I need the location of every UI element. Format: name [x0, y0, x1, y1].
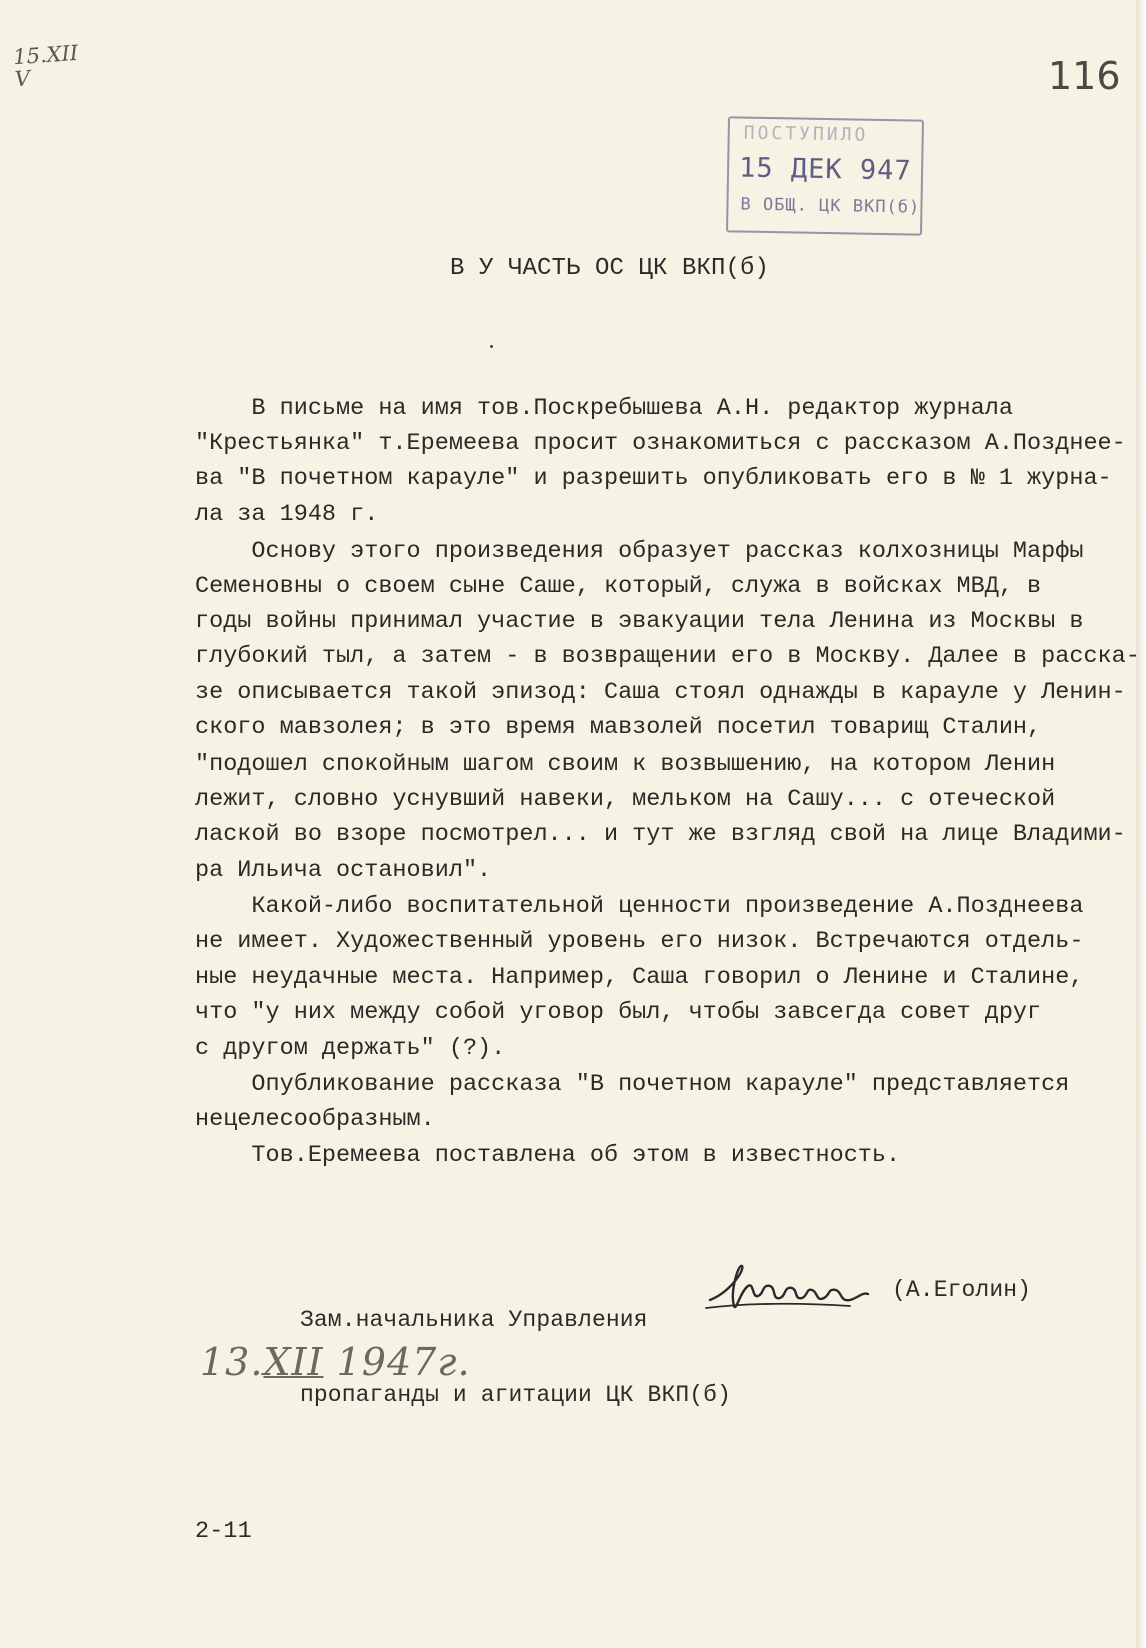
body-line: ные неудачные места. Например, Саша говорил о Ленине и Сталине, [195, 964, 1084, 991]
corner-note-line-2: V [14, 66, 31, 92]
body-line: Опубликование рассказа "В почетном карауле" представляется [195, 1071, 1070, 1098]
body-line: лежит, словно уснувший навеки, мельком на Сашу... с отеческой [195, 786, 1056, 813]
body-line: ского мавзолея; в это время мавзолей посетил товарищ Сталин, [195, 714, 1042, 741]
body-line: не имеет. Художественный уровень его низок. Встречаются отдель- [195, 928, 1084, 955]
body-line: В письме на имя тов.Поскребышева А.Н. редактор журнала [195, 395, 1013, 422]
corner-note-line-1: 15.XII [12, 40, 79, 70]
signatory-title-line-2: пропаганды и агитации ЦК ВКП(б) [300, 1382, 731, 1408]
body-line: Какой-либо воспитательной ценности произведение А.Позднеева [195, 893, 1084, 920]
body-line: ра Ильича остановил". [195, 857, 492, 884]
body-line: что "у них между собой уговор был, чтобы завсегда совет друг [195, 999, 1042, 1026]
document-number: 2-11 [195, 1518, 252, 1545]
stamp-line-1: ПОСТУПИЛО [743, 122, 869, 146]
date-month: XII [263, 1340, 324, 1384]
body-line: годы войны принимал участие в эвакуации тела Ленина из Москвы в [195, 608, 1084, 635]
body-line: нецелесообразным. [195, 1106, 435, 1133]
date-day: 13. [200, 1340, 264, 1384]
registration-stamp [726, 116, 924, 235]
body-line: Тов.Еремеева поставлена об этом в известность. [195, 1142, 901, 1169]
body-line: "Крестьянка" т.Еремеева просит ознакомиться с рассказом А.Позднее- [195, 430, 1126, 457]
date-year: 1947г. [323, 1340, 471, 1384]
body-line: Семеновны о своем сыне Саше, который, служа в войсках МВД, в [195, 573, 1042, 600]
signatory-title-line-1: Зам.начальника Управления [300, 1307, 648, 1333]
body-line: ла за 1948 г. [195, 501, 379, 528]
stamp-date: 15 ДЕК 947 [738, 152, 912, 187]
page-edge [1136, 0, 1146, 1648]
body-line: с другом держать" (?). [195, 1035, 506, 1062]
signatory-printed-name: (А.Еголин) [892, 1277, 1032, 1303]
body-line: глубокий тыл, а затем - в возвращении его в Москву. Далее в расска- [195, 643, 1140, 670]
stamp-line-3: В ОБЩ. ЦК ВКП(б) [740, 194, 921, 218]
body-line: ва "В почетном карауле" и разрешить опубликовать его в № 1 журна- [195, 465, 1112, 492]
body-line: лаской во взоре посмотрел... и тут же взгляд свой на лице Владими- [195, 821, 1126, 848]
folio-number: 116 [1048, 54, 1121, 98]
handwritten-signature [700, 1262, 900, 1322]
body-line: Основу этого произведения образует рассказ колхозницы Марфы [195, 538, 1084, 565]
document-heading: В У ЧАСТЬ ОС ЦК ВКП(б) [450, 255, 770, 282]
handwritten-date [200, 1340, 471, 1384]
ink-dot [490, 345, 493, 348]
body-line: зе описывается такой эпизод: Саша стоял однажды в карауле у Ленин- [195, 679, 1126, 706]
corner-handwritten-note [13, 42, 81, 90]
body-line: "подошел спокойным шагом своим к возвышению, на котором Ленин [195, 751, 1056, 778]
